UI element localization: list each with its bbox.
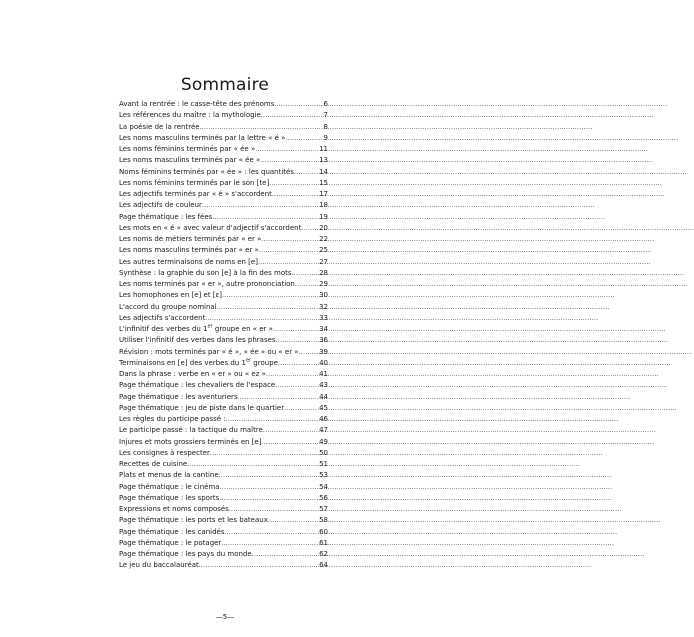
toc-entry-title: Plats et menus de la cantine [119, 471, 219, 480]
toc-entry-page-number: 56 [319, 493, 328, 502]
toc-entry-title: Les consignes à respecter [119, 448, 210, 457]
toc-entry-page-number: 62 [319, 550, 328, 558]
toc-entry-title: Page thématique : les chevaliers de l'espace [119, 381, 276, 390]
toc-dot-leader [261, 234, 318, 245]
toc-entry [119, 268, 328, 279]
toc-entry-title: Les références du maître : la mythologie [119, 111, 261, 120]
toc-entry-page-number: 43 [319, 381, 328, 390]
toc-dot-leader [205, 313, 318, 324]
toc-entry-title: Les noms masculins terminés par la lettre « é » [119, 133, 286, 142]
toc-entry-page-number: 22 [319, 235, 328, 243]
toc-entry-page-number: 54 [319, 482, 328, 491]
toc-dot-leader [284, 403, 318, 414]
toc-dot-leader [217, 302, 318, 313]
toc-entry-title: Recettes de cuisine [119, 460, 188, 468]
toc-entry-title: Synthèse : la graphie du son [e] à la fin des mots [119, 268, 292, 277]
toc-dot-leader [226, 414, 318, 425]
toc-dot-leader [260, 155, 318, 166]
toc-entry [119, 178, 328, 189]
toc-entry [119, 99, 328, 110]
toc-entry [119, 358, 328, 369]
toc-dot-leader [200, 122, 323, 133]
page-number: —5— [215, 613, 235, 621]
toc-entry [119, 122, 328, 133]
toc-dot-leader [221, 538, 318, 549]
toc-entry [119, 302, 328, 313]
toc-entry [119, 290, 328, 301]
toc-entry [119, 482, 328, 493]
toc-entry [119, 223, 328, 234]
toc-entry-page-number: 60 [319, 527, 328, 536]
toc-entry-page-number: 20 [319, 223, 328, 232]
toc-dot-leader [292, 268, 319, 279]
toc-entry-page-number: 32 [319, 302, 328, 311]
toc-dot-leader [268, 515, 318, 526]
toc-entry-page-number: 50 [319, 448, 328, 457]
toc-entry-title: Les autres terminaisons de noms en [e] [119, 257, 258, 266]
toc-entry [119, 392, 328, 403]
toc-dot-leader [187, 459, 318, 470]
toc-entry-page-number: 58 [319, 516, 328, 525]
toc-entry-title: Les noms féminins terminés par « ée » [119, 145, 256, 153]
toc-entry-page-number: 30 [319, 291, 328, 300]
toc-entry [119, 470, 328, 481]
toc-entry-page-number: 47 [319, 426, 328, 435]
toc-entry-page-number: 51 [319, 460, 328, 468]
toc-entry-title: Page thématique : les sports [119, 493, 220, 502]
toc-entry-page-number: 28 [319, 268, 328, 277]
toc-entry-page-number: 19 [319, 212, 328, 221]
toc-dot-leader [275, 380, 318, 391]
toc-entry [119, 167, 328, 178]
toc-entry-title: Page thématique : les canidés [119, 527, 225, 536]
toc-entry [119, 324, 328, 335]
toc-entry-page-number: 27 [319, 257, 328, 266]
toc-entry-page-number: 64 [319, 561, 328, 570]
toc-entry [119, 437, 328, 448]
toc-entry-page-number: 39 [319, 347, 328, 356]
toc-dot-leader [210, 448, 318, 459]
toc-entry-title: Injures et mots grossiers terminés en [e] [119, 437, 262, 446]
toc-entry [119, 414, 328, 425]
toc-entry-title: Les noms de métiers terminés par « er » [119, 235, 262, 243]
toc-entry [119, 189, 328, 200]
page-title: Sommaire [180, 75, 270, 95]
toc-entry-title: Les homophones en [e] et [ɛ] [119, 291, 223, 300]
toc-entry-page-number: 8 [323, 122, 328, 131]
toc-entry-title: Les noms masculins terminés par « ée » [119, 156, 261, 165]
toc-entry-title: Page thématique : les fées [119, 212, 213, 221]
toc-entry-title: Noms féminins terminés par « ée » : les quantités [119, 167, 295, 176]
toc-dot-leader [229, 504, 318, 515]
toc-entry-title: Avant la rentrée : le casse-tête des prénoms [119, 100, 275, 108]
toc-dot-leader [285, 133, 322, 144]
toc-dot-leader [238, 392, 318, 403]
toc-entry-title: Page thématique : le potager [119, 538, 222, 547]
toc-entry [119, 313, 328, 324]
toc-entry [119, 110, 328, 121]
toc-dot-leader [199, 560, 318, 571]
toc-entry-page-number: 40 [319, 358, 328, 367]
toc-entry-title: Page thématique : les ports et les bateaux [119, 516, 268, 525]
toc-entry-page-number: 17 [319, 190, 328, 198]
toc-entry [119, 493, 328, 504]
toc-entry-page-number: 41 [319, 370, 328, 378]
toc-dot-leader [266, 369, 318, 380]
toc-entry-page-number: 46 [319, 415, 328, 423]
toc-entry-title: Le participe passé : la tactique du maître [119, 426, 263, 435]
toc-entry-page-number: 44 [319, 392, 328, 401]
toc-dot-leader [295, 279, 318, 290]
toc-entry-title: Page thématique : les aventuriers [119, 392, 238, 401]
toc-dot-leader [222, 290, 318, 301]
toc-entry [119, 200, 328, 211]
toc-entry [119, 515, 328, 526]
toc-dot-leader [299, 347, 319, 358]
toc-entry-page-number: 25 [319, 246, 328, 255]
toc-dot-leader [274, 99, 322, 110]
toc-dot-leader [219, 470, 318, 481]
toc-entry-title: Page thématique : le cinéma [119, 482, 220, 491]
toc-entry [119, 527, 328, 538]
toc-dot-leader [225, 527, 319, 538]
toc-entry-title: Les adjectifs terminés par « é » s'accordent [119, 190, 272, 198]
toc-entry [119, 257, 328, 268]
toc-dot-leader [294, 167, 318, 178]
toc-entry-page-number: 33 [319, 313, 328, 322]
toc-entry [119, 347, 328, 358]
toc-entry-page-number: 18 [319, 201, 328, 210]
toc-entry-page-number: 9 [323, 133, 328, 142]
toc-entry-page-number: 36 [319, 336, 328, 345]
toc-entry [119, 144, 328, 155]
toc-entry [119, 133, 328, 144]
toc-dot-leader [272, 189, 318, 200]
toc-entry [119, 549, 328, 560]
toc-entry-title: La poésie de la rentrée [119, 122, 200, 131]
toc-entry [119, 403, 328, 414]
toc-dot-leader [258, 257, 318, 268]
toc-dot-leader [220, 482, 319, 493]
toc-entry-title: L'infinitif des verbes du 1er groupe en « er » [119, 323, 273, 333]
toc-entry-title: Les règles du participe passé : [119, 415, 226, 423]
toc-dot-leader [276, 335, 319, 346]
toc-entry [119, 504, 328, 515]
toc-entry [119, 425, 328, 436]
toc-entry-title: Utiliser l'infinitif des verbes dans les phrases [119, 336, 276, 345]
toc-entry [119, 212, 328, 223]
toc-entry [119, 245, 328, 256]
toc-entry-title: Les noms féminins terminés par le son [te] [119, 178, 270, 187]
toc-entry-title: Révision : mots terminés par « é », « ée » ou « er » [119, 347, 299, 356]
toc-entry [119, 380, 328, 391]
table-of-contents [119, 99, 328, 572]
toc-entry [119, 560, 328, 571]
toc-entry-page-number: 45 [319, 403, 328, 412]
toc-dot-leader [269, 178, 318, 189]
toc-dot-leader [261, 110, 323, 121]
toc-dot-leader [278, 358, 318, 369]
toc-entry [119, 448, 328, 459]
toc-entry-title: Les adjectifs s'accordent [119, 313, 206, 322]
toc-entry [119, 155, 328, 166]
toc-entry-page-number: 61 [319, 538, 328, 547]
toc-dot-leader [273, 324, 318, 335]
toc-dot-leader [255, 144, 318, 155]
toc-entry-page-number: 34 [319, 325, 328, 333]
toc-entry [119, 335, 328, 346]
toc-dot-leader [301, 223, 318, 234]
toc-entry-page-number: 6 [323, 100, 328, 108]
toc-entry [119, 234, 328, 245]
toc-entry-page-number: 49 [319, 437, 328, 446]
toc-entry-title: Expressions et noms composés [119, 505, 229, 513]
toc-entry-page-number: 14 [319, 167, 328, 176]
toc-entry-title: Les noms terminés par « er », autre prononciation [119, 280, 295, 288]
toc-entry-page-number: 13 [319, 156, 328, 165]
toc-dot-leader [219, 493, 318, 504]
toc-entry [119, 459, 328, 470]
toc-entry-title: Les adjectifs de couleur [119, 201, 202, 210]
toc-dot-leader [212, 212, 318, 223]
toc-entry [119, 369, 328, 380]
toc-entry-page-number: 11 [319, 145, 328, 153]
toc-entry-title: Terminaisons en [e] des verbes du 1er groupe [119, 357, 278, 367]
toc-dot-leader [263, 425, 318, 436]
toc-dot-leader [261, 437, 318, 448]
toc-entry-page-number: 29 [319, 280, 328, 288]
toc-dot-leader [202, 200, 318, 211]
toc-entry-page-number: 15 [319, 178, 328, 187]
toc-entry-title: Page thématique : jeu de piste dans le quartier [119, 403, 285, 412]
toc-entry-title: Les noms masculins terminés par « er » [119, 246, 259, 255]
toc-entry [119, 538, 328, 549]
toc-entry-page-number: 53 [319, 471, 328, 480]
toc-dot-leader [252, 549, 318, 560]
toc-entry-title: Page thématique : les pays du monde [119, 550, 252, 558]
toc-dot-leader [259, 245, 318, 256]
toc-entry-title: L'accord du groupe nominal [119, 302, 217, 311]
toc-entry-page-number: 57 [319, 505, 328, 513]
toc-entry-page-number: 7 [323, 111, 328, 120]
toc-entry-title: Dans la phrase : verbe en « er » ou « ez » [119, 370, 266, 378]
toc-entry-title: Les mots en « é » avec valeur d'adjectif s'accordent [119, 223, 302, 232]
toc-entry [119, 279, 328, 290]
toc-entry-title: Le jeu du baccalauréat [119, 561, 199, 570]
